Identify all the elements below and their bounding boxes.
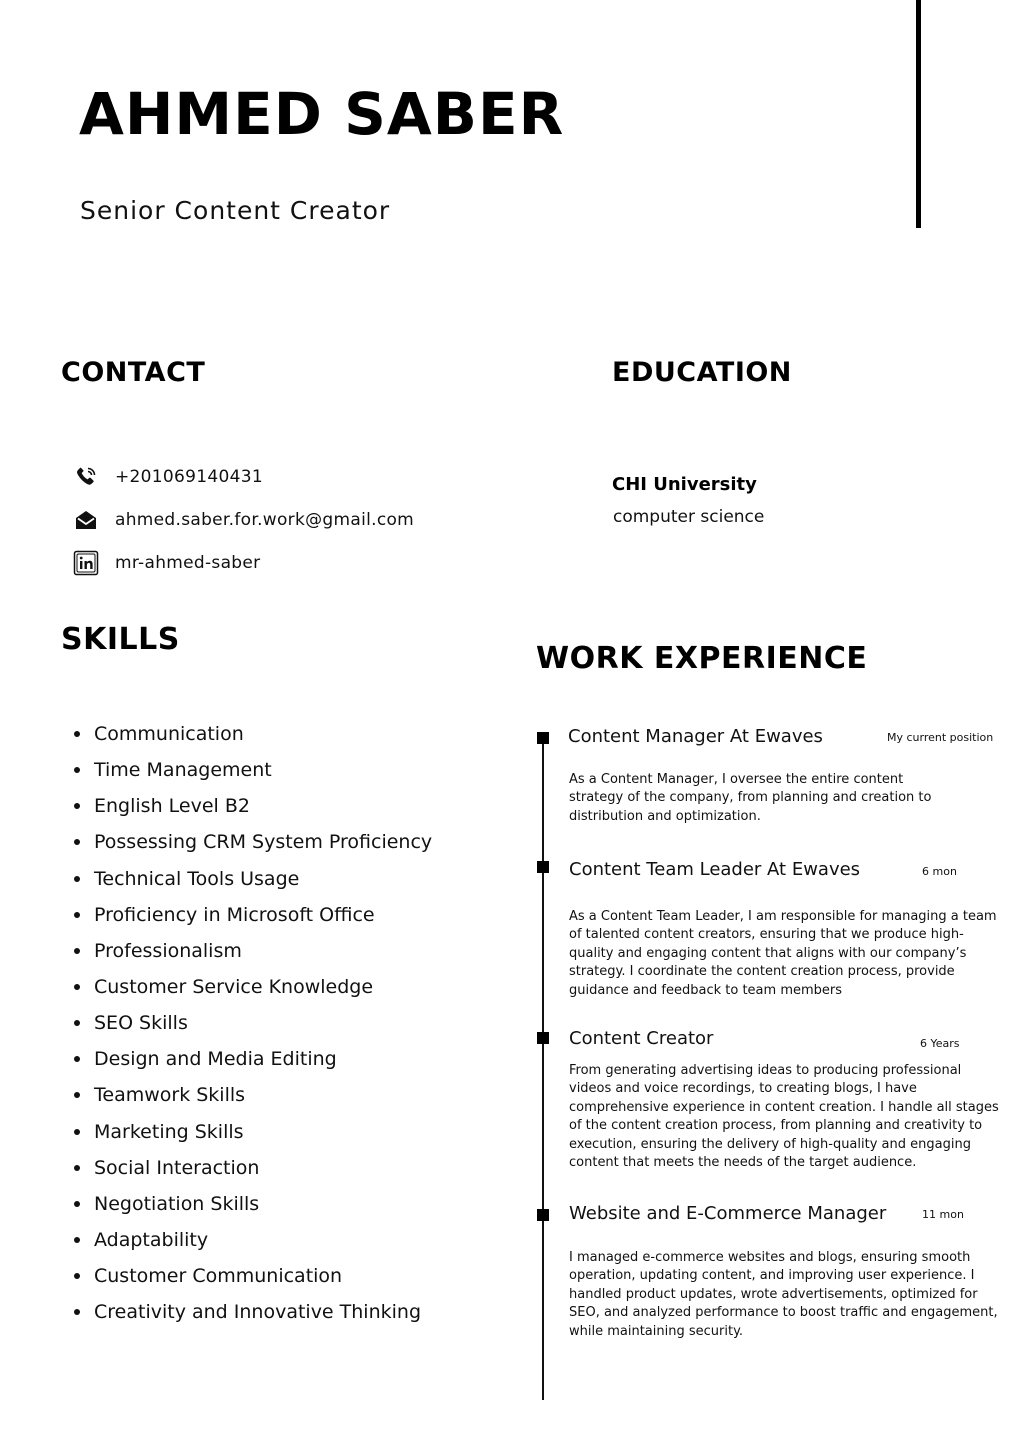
contact-phone[interactable]: +201069140431 — [115, 467, 263, 487]
contact-email-row — [72, 505, 414, 535]
job-duration: 6 Years — [920, 1037, 960, 1050]
job-duration: 11 mon — [922, 1208, 964, 1221]
skill-item: SEO Skills — [74, 1005, 432, 1041]
skill-item: Proficiency in Microsoft Office — [74, 897, 432, 933]
experience-heading: WORK EXPERIENCE — [536, 641, 868, 676]
contact-email[interactable]: ahmed.saber.for.work@gmail.com — [115, 510, 415, 530]
candidate-title: Senior Content Creator — [80, 196, 391, 225]
timeline-marker — [537, 861, 549, 873]
header-divider — [916, 0, 921, 228]
education-field: computer science — [613, 507, 765, 527]
education-university: CHI University — [612, 474, 757, 495]
contact-phone-row — [72, 462, 263, 492]
skill-item: Creativity and Innovative Thinking — [74, 1294, 432, 1330]
skill-item: English Level B2 — [74, 788, 432, 824]
skill-item: Communication — [74, 716, 432, 752]
envelope-icon — [72, 506, 100, 534]
skill-item: Design and Media Editing — [74, 1041, 432, 1077]
skill-item: Customer Communication — [74, 1258, 432, 1294]
job-description: I managed e-commerce websites and blogs, ensuring smooth operation, updating content, and improving user experience. I handled product updates, wrote advertisements, optimized for SEO, and analyzed performance to boost traffic and engagement, while maintaining security. — [569, 1250, 998, 1339]
job-title: Content Manager At Ewaves — [568, 726, 823, 747]
contact-linkedin-row — [72, 548, 260, 578]
skill-item: Social Interaction — [74, 1150, 432, 1186]
contact-heading: CONTACT — [61, 357, 206, 388]
job-title: Content Creator — [569, 1028, 714, 1049]
skill-item: Time Management — [74, 752, 432, 788]
job-title: Website and E-Commerce Manager — [569, 1203, 887, 1224]
timeline-marker — [537, 1209, 549, 1221]
contact-linkedin[interactable]: mr-ahmed-saber — [115, 553, 261, 573]
skill-item: Negotiation Skills — [74, 1186, 432, 1222]
job-description: As a Content Team Leader, I am responsible for managing a team of talented content creators, ensuring that we produce high-quality and engaging content that aligns with our company’s strategy. I coordinate the content creation process, provide guidance and feedback to team members — [569, 909, 997, 998]
skills-list — [74, 716, 432, 1330]
skill-item: Customer Service Knowledge — [74, 969, 432, 1005]
skill-item: Professionalism — [74, 933, 432, 969]
job-title: Content Team Leader At Ewaves — [569, 859, 861, 880]
skills-heading: SKILLS — [61, 622, 180, 657]
skill-item: Marketing Skills — [74, 1114, 432, 1150]
education-heading: EDUCATION — [612, 357, 792, 388]
skill-item: Adaptability — [74, 1222, 432, 1258]
skill-item: Technical Tools Usage — [74, 861, 432, 897]
candidate-name: AHMED SABER — [79, 80, 565, 148]
timeline-line — [542, 738, 544, 1400]
linkedin-icon — [72, 549, 100, 577]
skill-item: Teamwork Skills — [74, 1077, 432, 1113]
timeline-marker — [537, 732, 549, 744]
phone-icon — [72, 463, 100, 491]
job-duration: 6 mon — [922, 865, 957, 878]
skill-item: Possessing CRM System Proficiency — [74, 824, 432, 860]
job-duration: My current position — [887, 731, 994, 744]
job-description: As a Content Manager, I oversee the entire content strategy of the company, from planning and creation to distribution and optimization. — [569, 772, 932, 824]
job-description: From generating advertising ideas to producing professional videos and voice recordings, to creating blogs, I have comprehensive experience in content creation. I handle all stages of the content creation process, from planning and creativity to execution, ensuring the delivery of high-quality and engaging content that meets the needs of the target audience. — [569, 1063, 999, 1171]
timeline-marker — [537, 1032, 549, 1044]
